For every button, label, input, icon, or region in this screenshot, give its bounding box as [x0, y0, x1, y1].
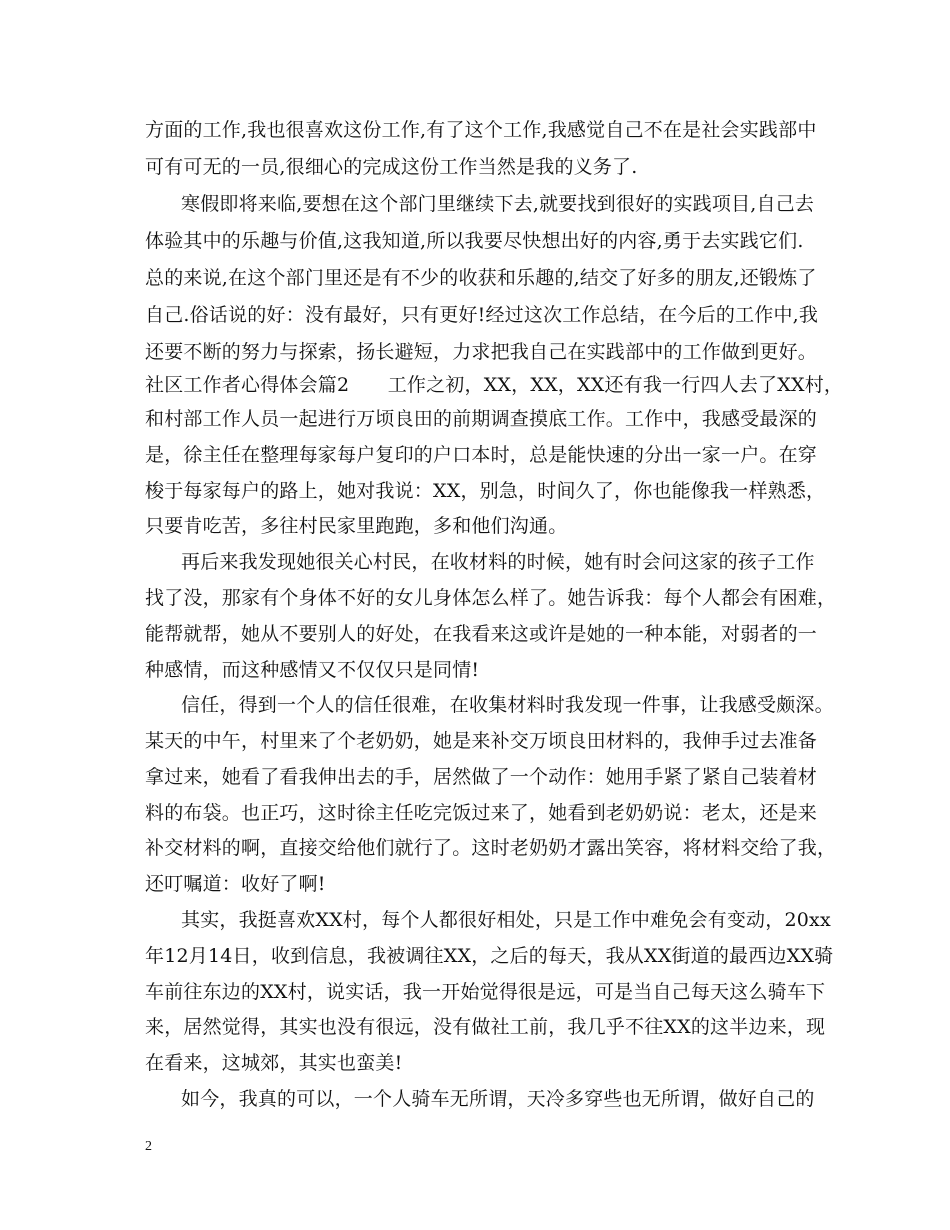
text-line: 方面的工作,我也很喜欢这份工作,有了这个工作,我感觉自己不在是社会实践部中 [145, 119, 817, 141]
text-line: 年12月14日，收到信息，我被调往XX，之后的每天，我从XX街道的最西边XX骑 [145, 945, 834, 967]
section-heading-line: 社区工作者心得体会篇2 工作之初，XX，XX，XX还有我一行四人去了XX村， [145, 374, 844, 396]
text-line: 某天的中午，村里来了个老奶奶，她是来补交万顷良田材料的，我伸手过去准备 [145, 730, 818, 752]
text-line: 总的来说,在这个部门里还是有不少的收获和乐趣的,结交了好多的朋友,还锻炼了 [145, 267, 817, 289]
text-line: 是，徐主任在整理每家每户复印的户口本时，总是能快速的分出一家一户。在穿 [145, 444, 818, 466]
text-line: 还要不断的努力与探索，扬长避短，力求把我自己在实践部中的工作做到更好。 [145, 341, 818, 363]
text-line: 只要肯吃苦，多往村民家里跑跑，多和他们沟通。 [145, 515, 568, 537]
text-line: 还叮嘱道：收好了啊! [145, 873, 326, 895]
text-line: 补交材料的啊，直接交给他们就行了。这时老奶奶才露出笑容，将材料交给了我， [145, 837, 837, 859]
paragraph-start-line: 信任，得到一个人的信任很难，在收集材料时我发现一件事，让我感受颇深。 [181, 694, 834, 716]
text-line: 和村部工作人员一起进行万顷良田的前期调查摸底工作。工作中，我感受最深的 [145, 408, 818, 430]
text-line: 车前往东边的XX村，说实话，我一开始觉得很是远，可是当自己每天这么骑车下 [145, 981, 826, 1003]
text-line: 种感情，而这种感情又不仅仅只是同情! [145, 659, 480, 681]
paragraph-start-line: 寒假即将来临,要想在这个部门里继续下去,就要找到很好的实践项目,自己去 [181, 193, 815, 215]
text-line: 体验其中的乐趣与价值,这我知道,所以我要尽快想出好的内容,勇于去实践它们. [145, 230, 804, 252]
paragraph-start-line: 如今，我真的可以，一个人骑车无所谓，天冷多穿些也无所谓，做好自己的 [181, 1088, 815, 1110]
page-number: 2 [145, 1139, 152, 1154]
text-line: 拿过来，她看了看我伸出去的手，居然做了一个动作：她用手紧了紧自己装着材 [145, 766, 818, 788]
paragraph-start-line: 再后来我发现她很关心村民，在收材料的时候，她有时会问这家的孩子工作 [181, 551, 815, 573]
text-line: 来，居然觉得，其实也没有很远，没有做社工前，我几乎不往XX的这半边来，现 [145, 1016, 826, 1038]
text-line: 能帮就帮，她从不要别人的好处，在我看来这或许是她的一种本能，对弱者的一 [145, 623, 818, 645]
text-line: 可有可无的一员,很细心的完成这份工作当然是我的义务了. [145, 156, 638, 178]
text-line: 找了没，那家有个身体不好的女儿身体怎么样了。她告诉我：每个人都会有困难， [145, 587, 837, 609]
paragraph-start-line: 其实，我挺喜欢XX村，每个人都很好相处，只是工作中难免会有变动，20xx [181, 909, 831, 931]
text-line: 在看来，这城郊，其实也蛮美! [145, 1052, 403, 1074]
text-line: 梭于每家每户的路上，她对我说：XX，别急，时间久了，你也能像我一样熟悉， [145, 480, 826, 502]
text-line: 自己.俗话说的好：没有最好，只有更好!经过这次工作总结，在今后的工作中,我 [145, 304, 819, 326]
text-line: 料的布袋。也正巧，这时徐主任吃完饭过来了，她看到老奶奶说：老太，还是来 [145, 802, 818, 824]
